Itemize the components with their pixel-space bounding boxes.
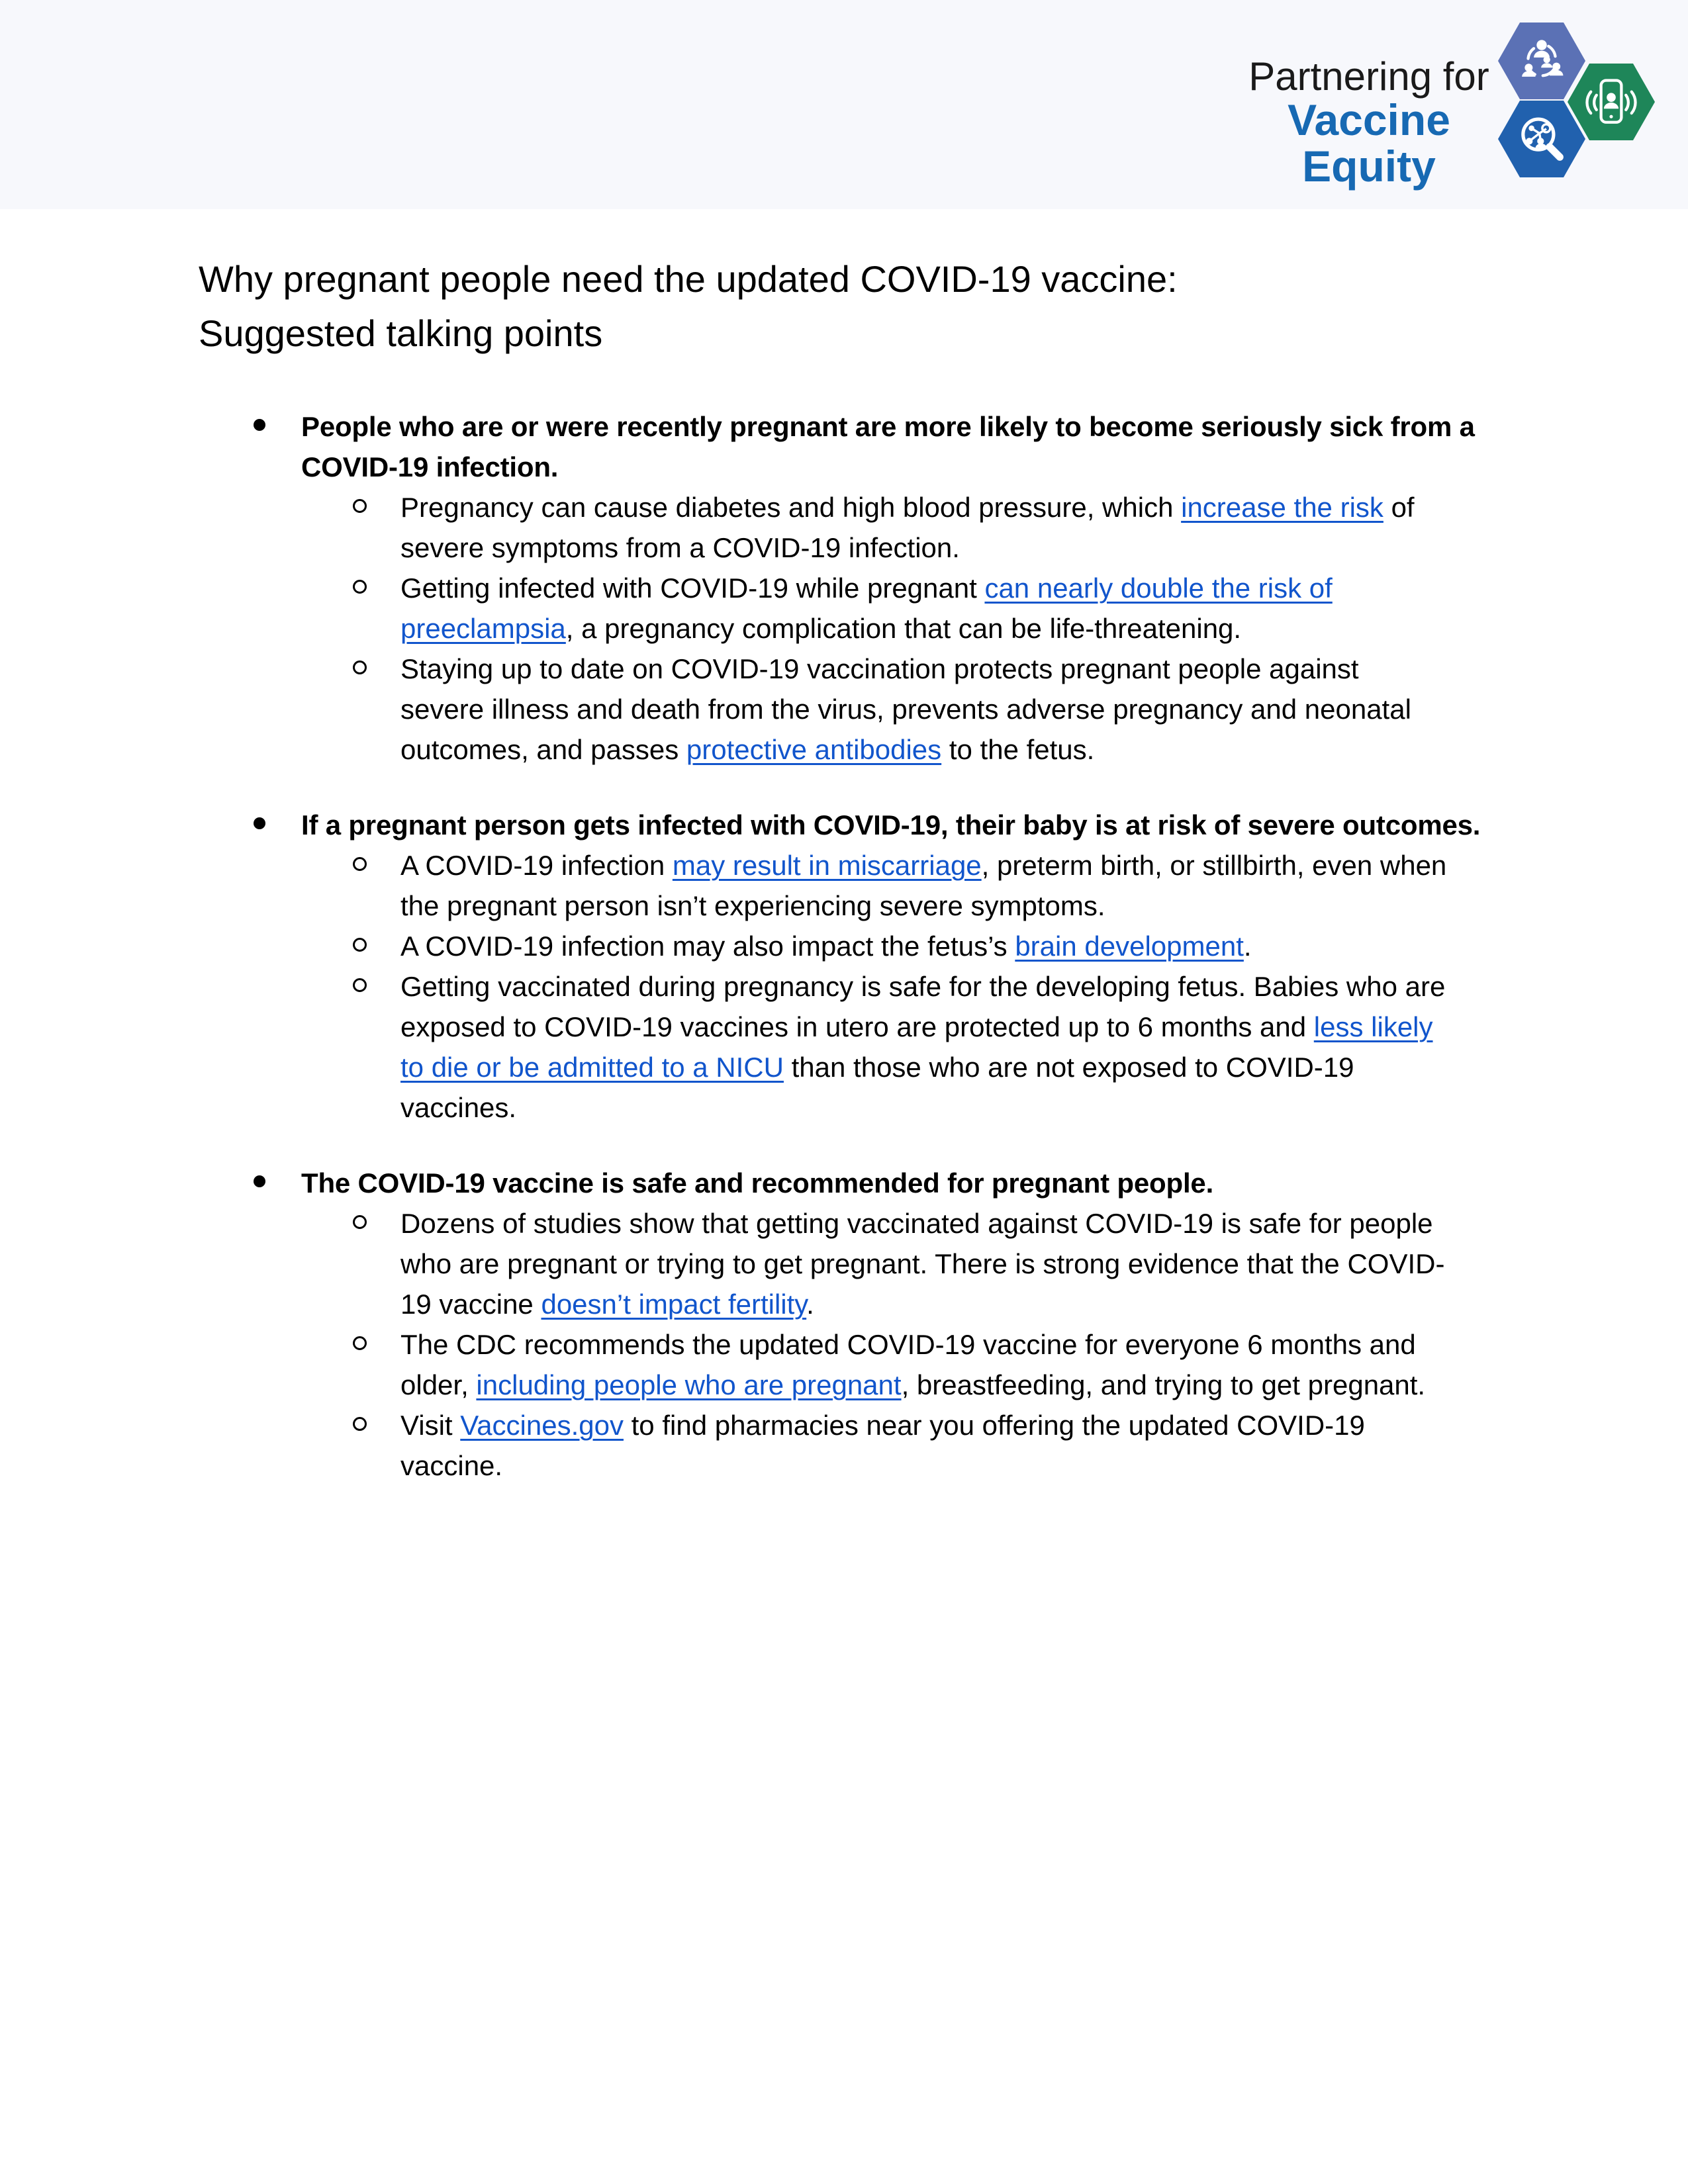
section-baby-outcomes (301, 805, 1688, 1128)
phone-outreach-icon (1584, 75, 1638, 129)
page-title-line1: Why pregnant people need the updated COVID-19 vaccine: (199, 258, 1178, 300)
section-heading: People who are or were recently pregnant are more likely to become seriously sick from a COVID-19 infection. (301, 411, 1475, 482)
text-run: . (1243, 931, 1252, 962)
page-title (199, 252, 1489, 361)
bullet-circle-icon (353, 660, 367, 674)
list-item (400, 649, 1450, 770)
text-run: , a pregnancy complication that can be life-threatening. (565, 613, 1242, 644)
text-run: The CDC recommends the updated COVID-19 vaccine for everyone 6 months and older, (400, 1329, 1416, 1400)
inline-link[interactable]: doesn’t impact fertility (541, 1289, 807, 1320)
bullet-dot-icon (254, 817, 265, 829)
bullet-text (400, 572, 1333, 644)
hexagon-phone (1568, 64, 1655, 140)
list-item (400, 487, 1450, 568)
list-item (400, 926, 1450, 966)
hexagon-community (1498, 23, 1585, 99)
bullet-text (400, 653, 1411, 765)
bullet-text (400, 850, 1446, 921)
document-body (0, 209, 1688, 1486)
inline-link[interactable]: brain development (1015, 931, 1244, 962)
text-run: A COVID-19 infection (400, 850, 673, 881)
community-network-icon (1515, 34, 1569, 88)
list-item (400, 568, 1450, 649)
bullet-circle-icon (353, 938, 367, 952)
bullet-circle-icon (353, 857, 367, 871)
inline-link[interactable]: increase the risk (1181, 492, 1383, 523)
section-heading-item (301, 805, 1493, 845)
list-item (400, 1203, 1450, 1324)
inline-link[interactable]: may result in miscarriage (672, 850, 982, 881)
bullet-circle-icon (353, 1215, 367, 1229)
bullet-text (400, 1410, 1365, 1481)
inline-link[interactable]: can nearly double the risk of preeclampsia (400, 572, 1333, 644)
brand-line1: Partnering for (1248, 54, 1489, 99)
section-heading: If a pregnant person gets infected with COVID-19, their baby is at risk of severe outcomes. (301, 809, 1481, 841)
bullet-text (400, 1208, 1444, 1320)
bullet-circle-icon (353, 1336, 367, 1350)
text-run: Visit (400, 1410, 461, 1441)
text-run: A COVID-19 infection may also impact the fetus’s (400, 931, 1015, 962)
bullet-circle-icon (353, 499, 367, 513)
section-heading-item (301, 1163, 1493, 1203)
text-run: to find pharmacies near you offering the updated COVID-19 vaccine. (400, 1410, 1365, 1481)
bullet-circle-icon (353, 580, 367, 594)
hexagon-research (1498, 101, 1585, 177)
bullet-circle-icon (353, 978, 367, 992)
text-run: , breastfeeding, and trying to get pregnant. (901, 1369, 1426, 1400)
bullet-dot-icon (254, 1175, 265, 1187)
bullet-text (400, 492, 1415, 563)
research-magnifier-icon (1515, 112, 1569, 166)
brand-lockup (1243, 0, 1495, 209)
section-heading: The COVID-19 vaccine is safe and recommended for pregnant people. (301, 1167, 1214, 1199)
brand-line2: Vaccine Equity (1288, 95, 1450, 191)
bullet-circle-icon (353, 1417, 367, 1431)
text-run: to the fetus. (941, 734, 1095, 765)
text-run: , preterm birth, or stillbirth, even when the pregnant person isn’t experiencing severe symptoms. (400, 850, 1447, 921)
header-band (0, 0, 1688, 209)
text-run: Dozens of studies show that getting vaccinated against COVID-19 is safe for people who are pregnant or trying to get pregnant. There is strong evidence that the COVID-19 vaccine (400, 1208, 1445, 1320)
inline-link[interactable]: protective antibodies (686, 734, 942, 765)
list-item (400, 1405, 1450, 1486)
bullet-text (400, 1329, 1425, 1400)
inline-link[interactable]: Vaccines.gov (460, 1410, 624, 1441)
text-run: Getting vaccinated during pregnancy is safe for the developing fetus. Babies who are exposed to COVID-19 vaccines in utero are protected up to 6 months and (400, 971, 1446, 1042)
text-run: Pregnancy can cause diabetes and high blood pressure, which (400, 492, 1182, 523)
bullet-text (400, 931, 1252, 962)
page-title-line2: Suggested talking points (199, 312, 603, 354)
inline-link[interactable]: including people who are pregnant (476, 1369, 902, 1400)
section-vaccine-safety (301, 1163, 1688, 1486)
list-item (400, 966, 1450, 1128)
list-item (400, 845, 1450, 926)
text-run: of severe symptoms from a COVID-19 infection. (400, 492, 1415, 563)
section-heading-item (301, 406, 1493, 487)
text-run: Staying up to date on COVID-19 vaccination protects pregnant people against severe illness and death from the virus, prevents adverse pregnancy and neonatal outcomes, and passes (400, 653, 1411, 765)
section-risk-of-illness (301, 406, 1688, 770)
list-item (400, 1324, 1450, 1405)
text-run: . (806, 1289, 814, 1320)
text-run: Getting infected with COVID-19 while pregnant (400, 572, 985, 604)
inline-link[interactable]: less likely to die or be admitted to a NICU (400, 1011, 1433, 1083)
bullet-text (400, 971, 1445, 1123)
text-run: than those who are not exposed to COVID-19 vaccines. (400, 1052, 1354, 1123)
bullet-dot-icon (254, 419, 265, 431)
